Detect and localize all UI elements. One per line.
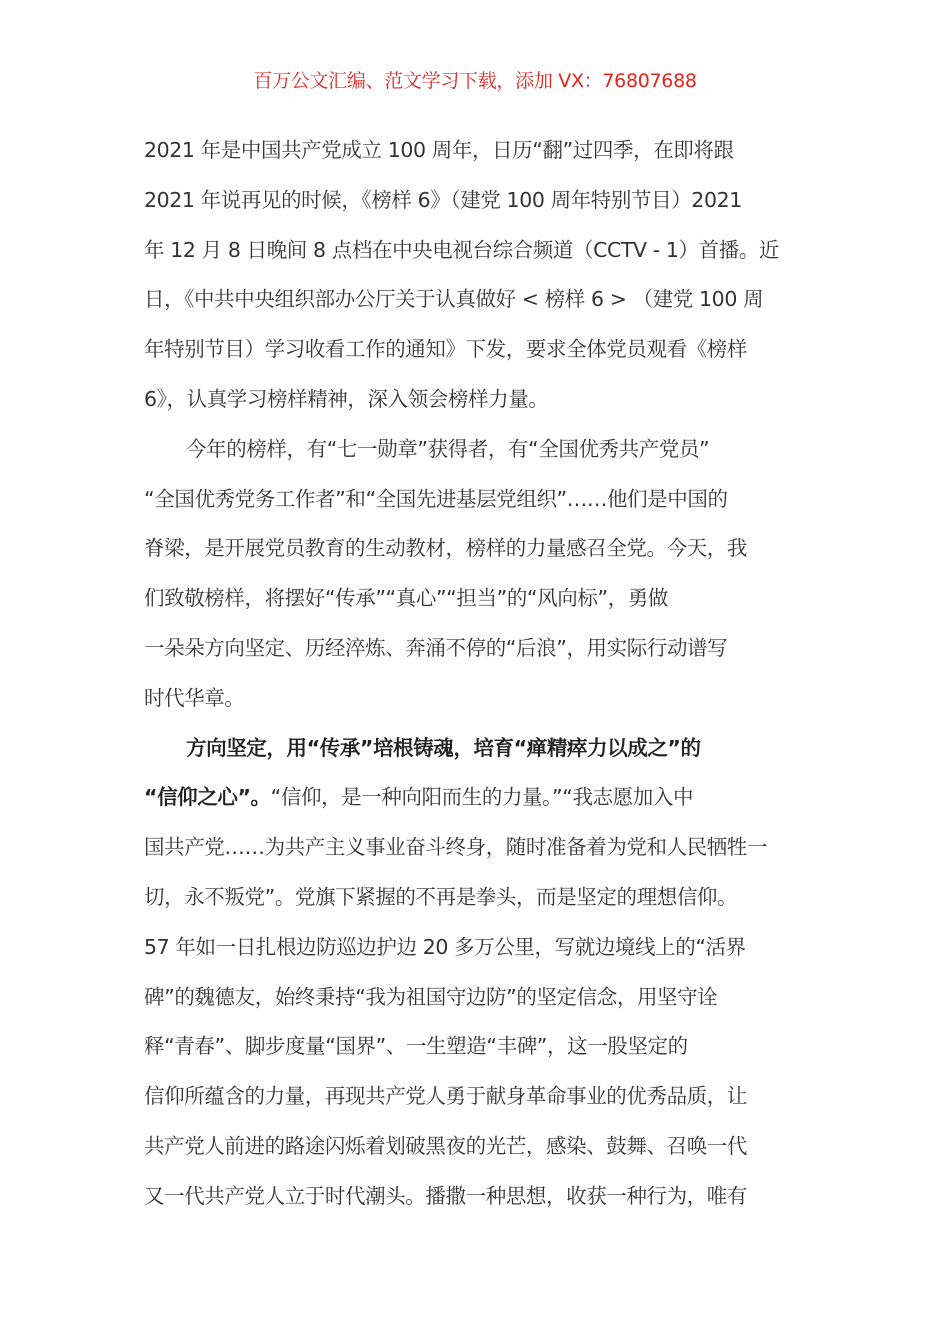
document-body — [144, 135, 824, 1231]
text-segment: 年 12 月 8 日晚间 8 点档在中央电视台综合频道（CCTV - 1）首播。近 — [144, 237, 780, 262]
watermark-header: 百万公文汇编、范文学习下载，添加 VX：76807688 — [253, 70, 697, 92]
text-segment: 国共产党……为共产主义事业奋斗终身，随时准备着为党和人民牺牲一 — [144, 835, 768, 860]
text-line — [144, 782, 824, 832]
text-segment: 日，《中共中央组织部办公厅关于认真做好 < 榜样 6 > （建党 100 周 — [144, 287, 764, 312]
text-line — [144, 135, 824, 185]
text-line — [144, 434, 824, 484]
text-line — [144, 235, 824, 285]
text-line — [144, 533, 824, 583]
text-line — [144, 982, 824, 1032]
text-segment: 脊梁，是开展党员教育的生动教材，榜样的力量感召全党。今天，我 — [144, 536, 747, 561]
bold-heading-text: 方向坚定，用“传承”培根铸魂，培育“瘅精瘁力以成之”的 — [186, 735, 701, 760]
text-segment: 时代华章。 — [144, 685, 245, 710]
text-line — [144, 1181, 824, 1231]
text-segment: “全国优秀党务工作者”和“全国先进基层党组织”……他们是中国的 — [144, 486, 728, 511]
text-line — [144, 633, 824, 683]
text-segment: 们致敬榜样，将摆好“传承”“真心”“担当”的“风向标”，勇做 — [144, 586, 668, 611]
bold-heading-text: “信仰之心”。 — [144, 785, 271, 810]
text-line — [144, 583, 824, 633]
text-line — [144, 484, 824, 534]
text-line — [144, 1081, 824, 1131]
text-segment: 6》，认真学习榜样精神，深入领会榜样力量。 — [144, 386, 549, 411]
text-line — [144, 683, 824, 733]
text-line — [144, 1031, 824, 1081]
text-line — [144, 384, 824, 434]
text-segment: 切，永不叛党”。党旗下紧握的不再是拳头，而是坚定的理想信仰。 — [144, 884, 738, 909]
text-segment: “信仰，是一种向阳而生的力量。”“我志愿加入中 — [270, 785, 694, 810]
text-segment: 一朵朵方向坚定、历经淬炼、奔涌不停的“后浪”，用实际行动谱写 — [144, 635, 728, 660]
text-segment: 2021 年是中国共产党成立 100 周年，日历“翻”过四季，在即将跟 — [144, 138, 734, 162]
text-line — [144, 1131, 824, 1181]
text-segment: 今年的榜样，有“七一勋章”获得者，有“全国优秀共产党员” — [186, 436, 710, 461]
text-line — [144, 334, 824, 384]
text-segment: 碑”的魏德友，始终秉持“我为祖国守边防”的坚定信念，用坚守诠 — [144, 984, 718, 1009]
text-segment: 2021 年说再见的时候，《榜样 6》（建党 100 周年特别节目）2021 — [144, 187, 742, 212]
text-line — [144, 733, 824, 783]
text-line — [144, 284, 824, 334]
text-segment: 释“青春”、脚步度量“国界”、一生塑造“丰碑”，这一股坚定的 — [144, 1034, 688, 1059]
text-segment: 共产党人前进的路途闪烁着划破黑夜的光芒，感染、鼓舞、召唤一代 — [144, 1133, 747, 1158]
text-line — [144, 832, 824, 882]
text-line — [144, 882, 824, 932]
text-segment: 57 年如一日扎根边防巡边护边 20 多万公里，写就边境线上的“活界 — [144, 934, 746, 959]
text-line — [144, 932, 824, 982]
text-segment: 又一代共产党人立于时代潮头。播撒一种思想，收获一种行为，唯有 — [144, 1183, 747, 1208]
text-segment: 信仰所蕴含的力量，再现共产党人勇于献身革命事业的优秀品质，让 — [144, 1084, 747, 1109]
text-line — [144, 185, 824, 235]
text-segment: 年特别节目）学习收看工作的通知》下发，要求全体党员观看《榜样 — [144, 337, 747, 362]
